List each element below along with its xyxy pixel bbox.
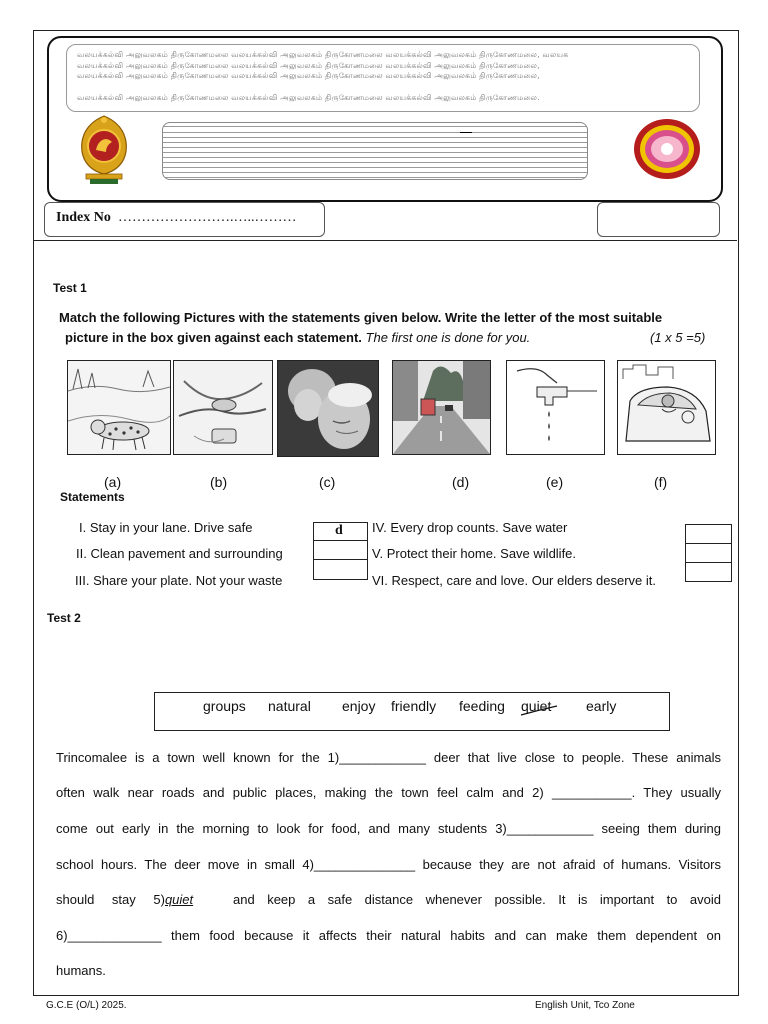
statements-title: Statements [60, 490, 125, 504]
tamil-line-4: வலயக்கல்வி அலுவலகம் திருகோணமலை வலயக்கல்வி அலுவலகம் திருகோணமலை வலயக்கல்வி அலுவலகம் திருகோணமலை. [77, 93, 540, 102]
elder-kiss-photo [277, 360, 379, 457]
statement-text: Respect, care and love. Our elders deserve it. [391, 573, 656, 588]
title-ruled-box [162, 122, 588, 180]
statement-text: Protect their home. Save wildlife. [386, 546, 577, 561]
test1-instruction-line2 [65, 330, 530, 345]
statement-num: VI. [372, 573, 388, 588]
paragraph-line-1: Trincomalee is a town well known for the 1)____________ deer that live close to people. These animals [56, 750, 721, 765]
test2-title: Test 2 [47, 611, 81, 625]
picture-label-e: (e) [546, 474, 564, 490]
answer-box-4[interactable] [685, 524, 732, 545]
test1-marks: (1 x 5 =5) [650, 330, 706, 345]
word-feeding: feeding [459, 698, 505, 714]
paragraph-line-3: come out early in the morning to look for food, and many students 3)____________ seeing them during [56, 821, 721, 836]
tamil-line-3: வலயக்கல்வி அலுவலகம் திருகோணமலை வலயக்கல்வி அலுவலகம் திருகோணமலை வலயக்கல்வி அலுவலகம் திருகோணமலை, [77, 71, 540, 80]
word-early: early [586, 698, 617, 714]
answer-box-2[interactable] [313, 540, 368, 561]
word-natural: natural [268, 698, 311, 714]
statement-num: II. [76, 546, 87, 561]
instruction-italic-part: The first one is done for you. [365, 330, 531, 345]
zone-logo-icon [632, 118, 702, 180]
picture-label-c: (c) [319, 474, 336, 490]
marks-box[interactable] [597, 202, 720, 237]
separator-line [34, 240, 737, 241]
tamil-line-2: வலயக்கல்வி அலுவலகம் திருகோணமலை வலயக்கல்வி அலுவலகம் திருகோணமலை வலயக்கல்வி அலுவலகம் திருகோணமலை, [77, 61, 540, 70]
answer-box-3[interactable] [313, 559, 368, 580]
answer-5-quiet: quiet [164, 892, 194, 907]
word-enjoy: enjoy [342, 698, 376, 714]
statement-text: Clean pavement and surrounding [90, 546, 283, 561]
picture-label-d: (d) [452, 474, 470, 490]
picture-label-a: (a) [104, 474, 122, 490]
word-groups: groups [203, 698, 246, 714]
statement-num: IV. [372, 520, 387, 535]
line5-prefix: should stay 5) [56, 892, 165, 907]
statement-5 [372, 546, 576, 561]
statement-text: Stay in your lane. Drive safe [89, 520, 253, 535]
statement-num: V. [372, 546, 384, 561]
paragraph-line-5-rest: and keep a safe distance whenever possible. It is important to avoid [233, 892, 721, 907]
tamil-line-1: வலயக்கல்வி அலுவலகம் திருகோணமலை வலயக்கல்வி அலுவலகம் திருகோணமலை வலயக்கல்வி அலுவலகம் திருகோணமலை, வலயக [77, 50, 569, 59]
statement-num: I. [79, 520, 87, 535]
answer-box-5[interactable] [685, 543, 732, 564]
statement-1 [79, 520, 252, 535]
statement-num: III. [75, 573, 90, 588]
statement-3 [75, 573, 282, 588]
answer-box-6[interactable] [685, 562, 732, 582]
paragraph-line-2: often walk near roads and public places, making the town feel calm and 2) ___________. They usually [56, 785, 721, 800]
index-label: Index No [56, 210, 111, 225]
dripping-tap-image [506, 360, 605, 455]
test1-instruction-line1: Match the following Pictures with the statements given below. Write the letter of the most suitable [59, 310, 663, 325]
word-quiet-struck: quiet [521, 698, 552, 714]
city-road-traffic-photo [392, 360, 491, 455]
statement-4 [372, 520, 567, 535]
statement-2 [76, 546, 283, 561]
statement-text: Every drop counts. Save water [390, 520, 568, 535]
car-driver-image [617, 360, 716, 455]
footer-right: English Unit, Tco Zone [535, 1000, 635, 1011]
title-dash [460, 132, 472, 133]
paragraph-line-5-start [56, 892, 193, 907]
index-dots: …………………….…..……… [118, 210, 297, 225]
tamil-watermark-box [66, 44, 700, 112]
statement-6 [372, 573, 656, 588]
sharing-food-hands-image [173, 360, 273, 455]
picture-label-b: (b) [210, 474, 228, 490]
strike-through-mark [519, 704, 559, 718]
answer-1: d [335, 523, 343, 538]
sri-lanka-emblem-icon [76, 114, 132, 186]
instruction-bold-part: picture in the box given against each statement. [65, 330, 362, 345]
picture-label-f: (f) [654, 474, 668, 490]
test1-title: Test 1 [53, 281, 87, 295]
word-friendly: friendly [391, 698, 437, 714]
paragraph-line-4: school hours. The deer move in small 4)______________ because they are not afraid of humans. Visitors [56, 857, 721, 872]
footer-left: G.C.E (O/L) 2025. [46, 1000, 127, 1011]
paragraph-line-6: 6)_____________ them food because it affects their natural habits and can make them dependent on [56, 928, 721, 943]
statement-text: Share your plate. Not your waste [93, 573, 283, 588]
leopard-savanna-image [67, 360, 171, 455]
paragraph-line-7: humans. [56, 963, 106, 978]
